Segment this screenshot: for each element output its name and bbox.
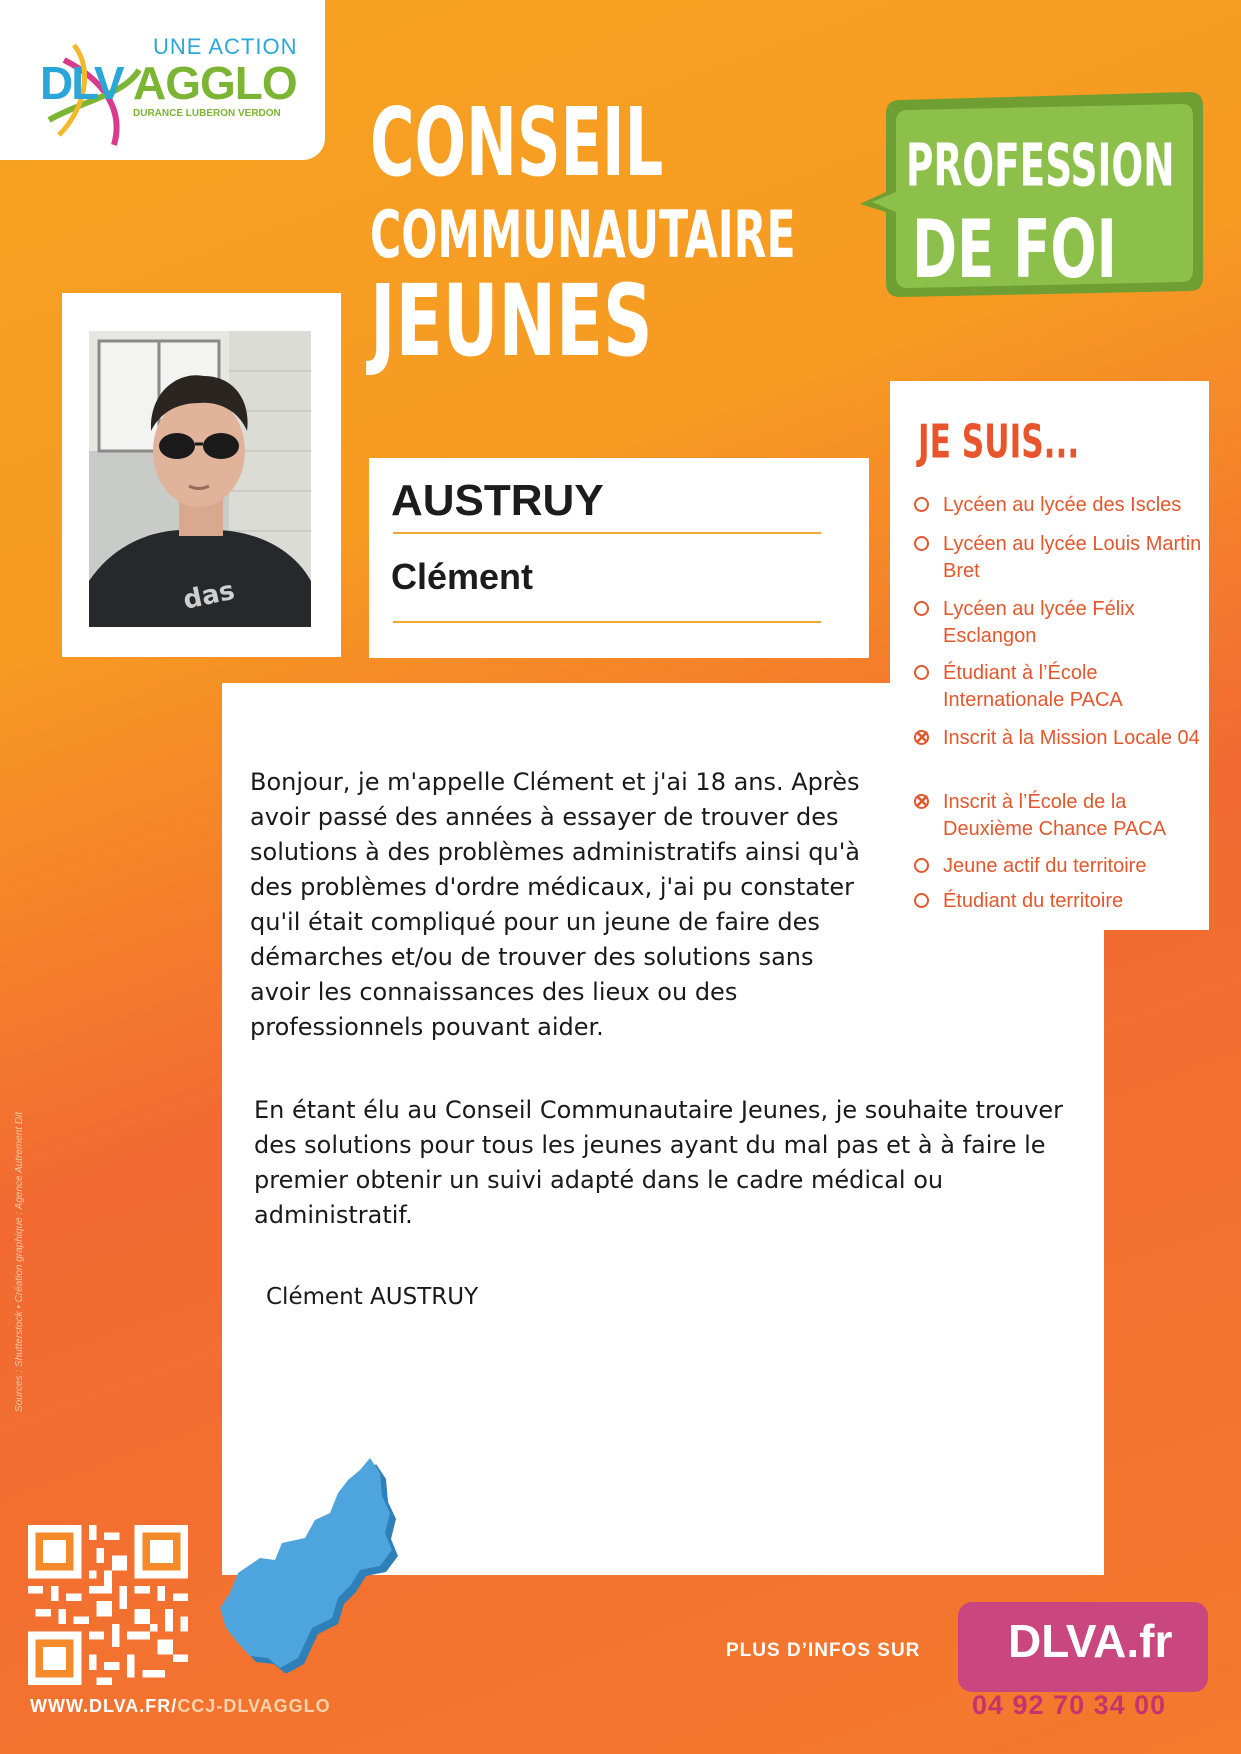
- option-label: Jeune actif du territoire: [943, 855, 1147, 877]
- dlva-link-text[interactable]: DLVA.fr: [1008, 1615, 1173, 1667]
- svg-text:das: das: [180, 575, 238, 616]
- checked-cross-icon: [914, 730, 929, 745]
- title-line-3: JEUNES: [370, 264, 653, 379]
- image-credits: Sources : Shutterstock • Création graphique : Agence Autrement Dit: [14, 1111, 25, 1412]
- body-paragraph-2: En étant élu au Conseil Communautaire Jeunes, je souhaite trouver des solutions pour tous les jeunes ayant du mal pas et à à faire le premier obtenir un suivi adapté dans le cadre médical ou administratif.: [254, 1096, 1064, 1229]
- title-line-2: COMMUNAUTAIRE: [370, 198, 796, 273]
- option-label: Étudiant du territoire: [943, 890, 1124, 912]
- url-domain: WWW.DLVA.FR/: [30, 1696, 178, 1716]
- name-underline: [393, 532, 821, 534]
- radio-circle-icon: [914, 665, 929, 680]
- phone-number[interactable]: 04 92 70 34 00: [972, 1690, 1167, 1720]
- website-url[interactable]: [30, 1696, 331, 1717]
- radio-circle-icon: [914, 536, 929, 551]
- je-suis-title: JE SUIS...: [918, 416, 1080, 469]
- option-label: Lycéen au lycée des Iscles: [943, 494, 1182, 516]
- logo: [0, 0, 325, 160]
- signature: Clément AUSTRUY: [266, 1284, 479, 1310]
- option-label: Inscrit à l’École de la Deuxième Chance PACA: [943, 791, 1167, 840]
- more-info-label: PLUS D’INFOS SUR: [726, 1640, 921, 1661]
- radio-circle-icon: [914, 497, 929, 512]
- body-paragraph-1: Bonjour, je m'appelle Clément et j'ai 18 ans. Après avoir passé des années à essayer de trouver des solutions à des problèmes administratifs ainsi qu'à des problèmes d'ordre médicaux, j'ai pu constater qu'il était compliqué pour un jeune de faire des démarches et/ou de trouver des solutions sans avoir les connaissances des lieux ou des professionnels pouvant aider.: [250, 768, 860, 1041]
- option-label: Lycéen au lycée Félix Esclangon: [943, 598, 1135, 647]
- radio-circle-icon: [914, 858, 929, 873]
- candidate-first-name: Clément: [391, 556, 534, 597]
- qr-code-icon[interactable]: [28, 1525, 188, 1685]
- territory-map-icon: [220, 1458, 440, 1673]
- candidate-photo: [89, 331, 311, 627]
- bubble-line-1: PROFESSION: [906, 132, 1175, 201]
- url-path: CCJ-DLVAGGLO: [177, 1696, 331, 1716]
- logo-subtitle: DURANCE LUBERON VERDON: [133, 108, 281, 119]
- bubble-line-2: DE FOI: [912, 204, 1117, 298]
- option-label: Étudiant à l’École Internationale PACA: [943, 662, 1123, 711]
- logo-agglo: AGGLO: [133, 57, 297, 109]
- logo-dlv: DLV: [40, 57, 123, 109]
- checked-cross-icon: [914, 794, 929, 809]
- title-line-1: CONSEIL: [370, 88, 664, 199]
- radio-circle-icon: [914, 893, 929, 908]
- candidate-last-name: AUSTRUY: [391, 476, 604, 525]
- radio-circle-icon: [914, 601, 929, 616]
- option-label: Lycéen au lycée Louis Martin Bret: [943, 533, 1202, 582]
- option-label: Inscrit à la Mission Locale 04: [943, 727, 1200, 749]
- logo-tagline: UNE ACTION: [153, 34, 298, 59]
- firstname-underline: [393, 621, 821, 623]
